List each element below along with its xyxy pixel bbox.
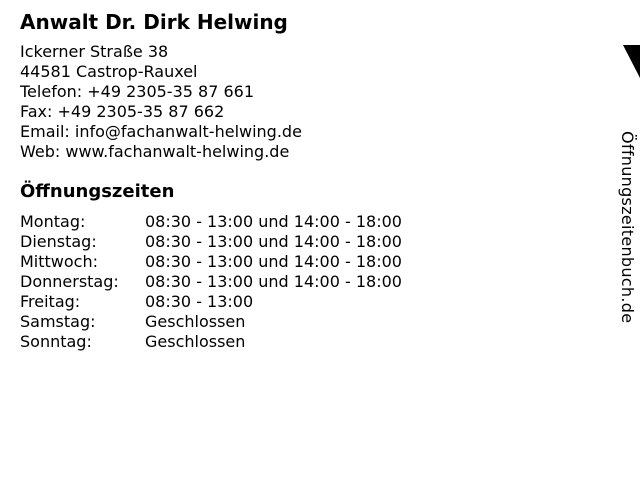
- hours-row-tuesday: [20, 232, 402, 252]
- hours-row-friday: [20, 292, 402, 312]
- time-value: 08:30 - 13:00 und 14:00 - 18:00: [145, 212, 402, 231]
- time-value: 08:30 - 13:00: [145, 292, 254, 311]
- day-label: Dienstag:: [20, 232, 97, 251]
- time-value: Geschlossen: [145, 312, 246, 331]
- hours-row-sunday: [20, 332, 402, 352]
- hours-row-monday: [20, 212, 402, 232]
- web-line: Web: www.fachanwalt-helwing.de: [20, 142, 290, 161]
- time-value: 08:30 - 13:00 und 14:00 - 18:00: [145, 272, 402, 291]
- day-label: Sonntag:: [20, 332, 92, 351]
- contact-info-block: [20, 42, 302, 162]
- day-label: Montag:: [20, 212, 86, 231]
- email-line: Email: info@fachanwalt-helwing.de: [20, 122, 302, 141]
- time-value: 08:30 - 13:00 und 14:00 - 18:00: [145, 232, 402, 251]
- corner-triangle-icon: [623, 45, 640, 78]
- time-value: Geschlossen: [145, 332, 246, 351]
- hours-row-wednesday: [20, 252, 402, 272]
- page-title: Anwalt Dr. Dirk Helwing: [20, 10, 288, 34]
- day-label: Mittwoch:: [20, 252, 98, 271]
- day-label: Freitag:: [20, 292, 81, 311]
- opening-hours-heading: Öffnungszeiten: [20, 181, 175, 202]
- time-value: 08:30 - 13:00 und 14:00 - 18:00: [145, 252, 402, 271]
- address-street: Ickerner Straße 38: [20, 42, 169, 61]
- hours-row-saturday: [20, 312, 402, 332]
- opening-hours-table: [20, 212, 402, 352]
- hours-row-thursday: [20, 272, 402, 292]
- fax-line: Fax: +49 2305-35 87 662: [20, 102, 225, 121]
- watermark-text: Öffnungszeitenbuch.de: [618, 131, 637, 324]
- phone-line: Telefon: +49 2305-35 87 661: [20, 82, 254, 101]
- day-label: Donnerstag:: [20, 272, 119, 291]
- address-city: 44581 Castrop-Rauxel: [20, 62, 198, 81]
- day-label: Samstag:: [20, 312, 96, 331]
